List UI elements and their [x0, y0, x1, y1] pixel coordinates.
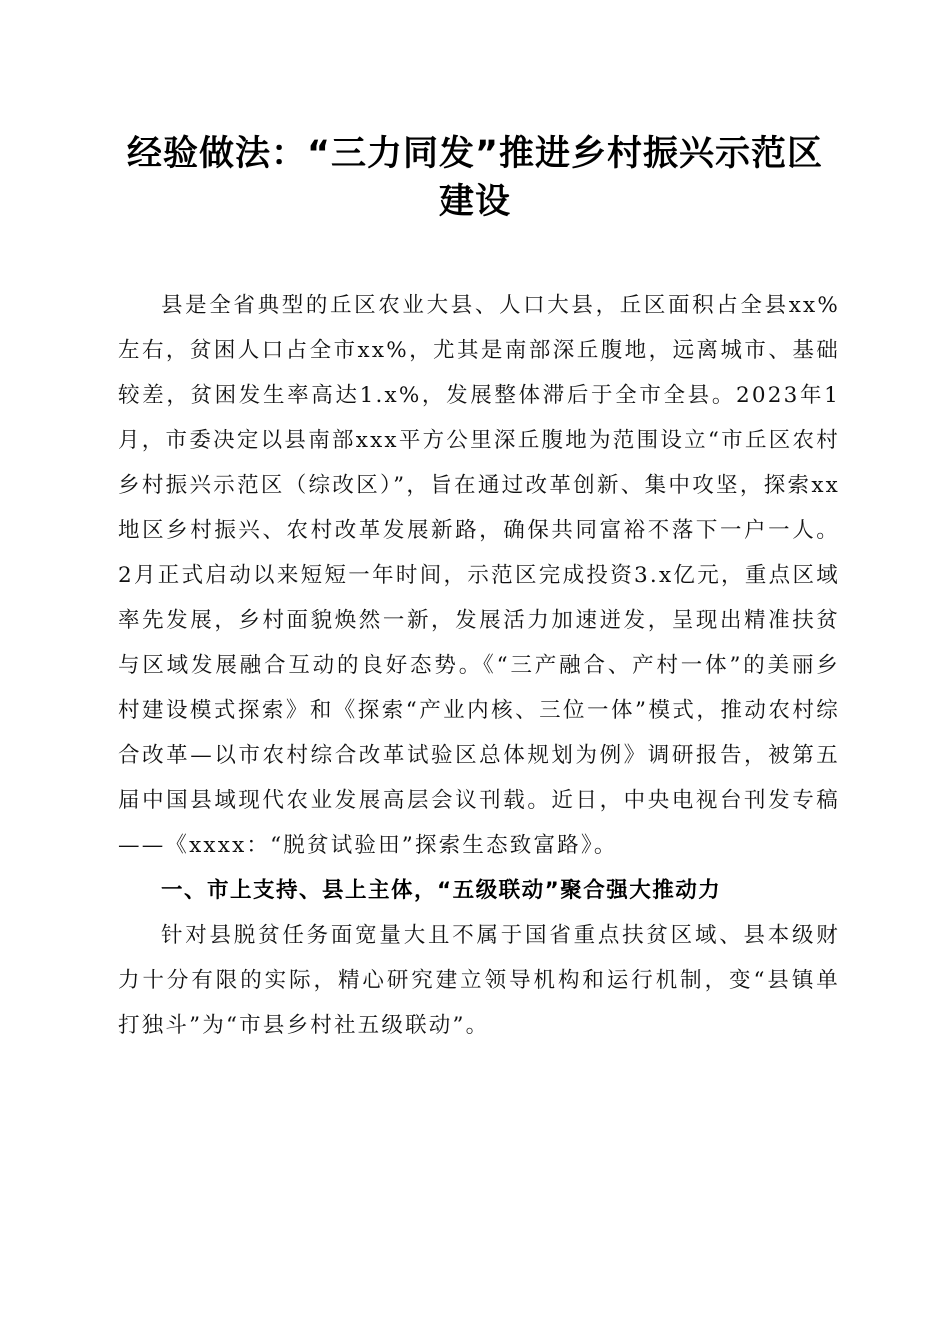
section-1-paragraph: 针对县脱贫任务面宽量大且不属于国省重点扶贫区域、县本级财力十分有限的实际，精心研究建立领导机构和运行机制，变“县镇单打独斗”为“市县乡村社五级联动”。	[118, 923, 840, 1038]
document-body	[118, 283, 840, 1048]
title-line-2: 建设	[438, 182, 511, 222]
title-line-1: 经验做法：“三力同发”推进乡村振兴示范区	[126, 134, 823, 174]
intro-paragraph: 县是全省典型的丘区农业大县、人口大县，丘区面积占全县xx%左右，贫困人口占全市xx%，尤其是南部深丘腹地，远离城市、基础较差，贫困发生率高达1.x%，发展整体滞后于全市全县。2023年1月，市委决定以县南部xxx平方公里深丘腹地为范围设立“市丘区农村乡村振兴示范区（综改区）”，旨在通过改革创新、集中攻坚，探索xx地区乡村振兴、农村改革发展新路，确保共同富裕不落下一户一人。2月正式启动以来短短一年时间，示范区完成投资3.x亿元，重点区域率先发展，乡村面貌焕然一新，发展活力加速迸发，呈现出精准扶贫与区域发展融合互动的良好态势。《“三产融合、产村一体”的美丽乡村建设模式探索》和《探索“产业内核、三位一体”模式，推动农村综合改革—以市农村综合改革试验区总体规划为例》调研报告，被第五届中国县域现代农业发展高层会议刊载。近日，中央电视台刊发专稿——《xxxx：“脱贫试验田”探索生态致富路》。	[118, 293, 840, 858]
document-title	[110, 130, 840, 226]
section-heading-1: 一、市上支持、县上主体，“五级联动”聚合强大推动力	[161, 878, 722, 903]
